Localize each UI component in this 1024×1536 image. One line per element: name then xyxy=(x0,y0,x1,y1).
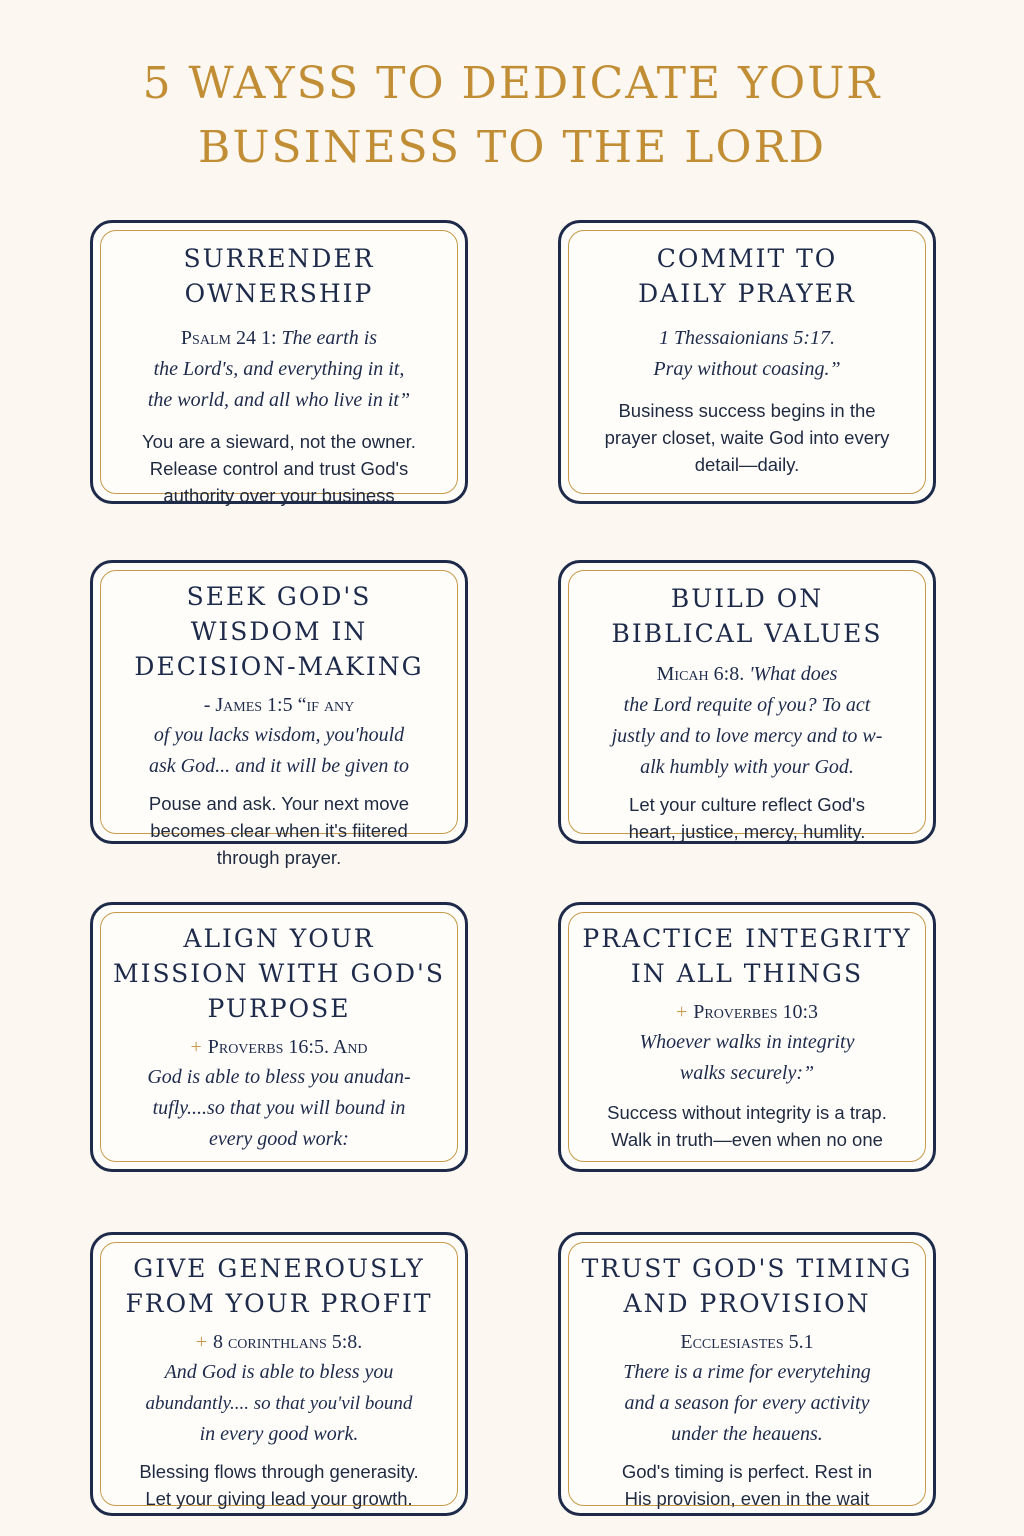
quote-line: abundantly.... so that you'vil bound xyxy=(145,1393,413,1414)
heading-line: SURRENDER xyxy=(183,244,375,273)
card-heading xyxy=(579,581,915,651)
card-surrender-ownership xyxy=(90,220,468,504)
quote-line: every good work: xyxy=(209,1128,349,1150)
card-heading xyxy=(579,241,915,311)
scripture-reference: 1 Thessaionians 5:17. xyxy=(658,327,836,349)
heading-line: SEEK GOD'S xyxy=(186,582,372,611)
card-heading xyxy=(579,921,915,991)
body-line: Pouse and ask. Your next move xyxy=(148,793,410,814)
body-line: Let your culture reflect God's xyxy=(629,794,865,815)
quote-line: 'What does xyxy=(749,663,838,685)
quote-line: God is able to bless you anudan- xyxy=(147,1066,411,1088)
quote-line: alk humbly with your God. xyxy=(640,756,854,778)
cross-icon: + xyxy=(190,1036,202,1058)
heading-line: PURPOSE xyxy=(207,994,351,1023)
reference-text: 8 corinthlans 5:8. xyxy=(212,1331,363,1353)
reference-text: Proverbs 16:5. And xyxy=(207,1036,368,1058)
heading-line: PRACTICE INTEGRITY xyxy=(582,924,912,953)
page-title-line-2: BUSINESS TO THE LORD xyxy=(198,122,826,173)
card-body xyxy=(579,1099,915,1153)
cross-icon: + xyxy=(195,1331,207,1353)
card-heading xyxy=(111,921,447,1026)
quote-line: Pray without coasing.” xyxy=(653,358,841,380)
page-title xyxy=(0,52,1024,180)
body-line: His provision, even in the wait xyxy=(624,1488,870,1509)
quote-line: in every good work. xyxy=(199,1423,359,1445)
quote-line: walks securely:” xyxy=(679,1062,815,1084)
scripture-reference xyxy=(579,659,915,690)
heading-line: BUILD ON xyxy=(670,584,824,613)
body-line: Blessing flows through generasity. xyxy=(139,1461,419,1482)
card-trust-gods-timing xyxy=(558,1232,936,1516)
heading-line: DECISION-MAKING xyxy=(134,652,424,681)
body-line: You are a sieward, not the owner. xyxy=(142,431,416,452)
scripture-reference xyxy=(111,1032,447,1062)
quote-line: And God is able to bless you xyxy=(164,1361,394,1383)
card-heading xyxy=(579,1251,915,1321)
heading-line: AND PROVISION xyxy=(623,1289,871,1318)
scripture-reference: - James 1:5 “if any xyxy=(203,694,355,716)
heading-line: WISDOM IN xyxy=(190,617,368,646)
body-line: Business success begins in the xyxy=(618,400,876,421)
card-body xyxy=(579,1458,915,1512)
card-give-generously xyxy=(90,1232,468,1516)
quote-line: the Lord requite of you? To act xyxy=(623,694,871,716)
card-build-biblical-values xyxy=(558,560,936,844)
quote-line: under the heauens. xyxy=(671,1423,823,1445)
quote-line: The earth is xyxy=(281,327,378,349)
heading-line: MISSION WITH GOD'S xyxy=(113,959,445,988)
body-line: heart, justice, mercy, humlity. xyxy=(628,821,866,842)
reference-text: Proverbes 10:3 xyxy=(693,1001,819,1023)
quote-line: the world, and all who live in it” xyxy=(147,389,411,411)
card-heading xyxy=(111,241,447,311)
quote-line: Whoever walks in integrity xyxy=(639,1031,855,1053)
card-seek-gods-wisdom xyxy=(90,560,468,868)
body-line: through prayer. xyxy=(216,847,342,868)
card-body xyxy=(579,791,915,845)
body-line: Success without integrity is a trap. xyxy=(607,1102,887,1123)
reference-text: Psalm 24 1: xyxy=(180,327,277,349)
quote-line: There is a rime for everytehing xyxy=(623,1361,871,1383)
card-heading xyxy=(111,579,447,684)
heading-line: OWNERSHIP xyxy=(184,279,374,308)
heading-line: DAILY PRAYER xyxy=(638,279,856,308)
scripture-reference: Ecclesiastes 5.1 xyxy=(680,1331,814,1353)
card-heading xyxy=(111,1251,447,1321)
heading-line: GIVE GENEROUSLY xyxy=(133,1254,425,1283)
quote-line: and a season for every activity xyxy=(624,1392,870,1414)
card-body xyxy=(111,790,447,871)
card-body xyxy=(111,1458,447,1512)
body-line: Let your giving lead your growth. xyxy=(145,1488,413,1509)
heading-line: FROM YOUR PROFIT xyxy=(125,1289,433,1318)
quote-line: tufly....so that you will bound in xyxy=(152,1097,406,1119)
body-line: detail—daily. xyxy=(694,454,800,475)
body-line: Release control and trust God's xyxy=(149,458,409,479)
body-line: authority over your business xyxy=(163,485,395,506)
heading-line: IN ALL THINGS xyxy=(630,959,864,988)
body-line: prayer closet, waite God into every xyxy=(604,427,890,448)
quote-line: of you lacks wisdom, you'hould xyxy=(153,724,405,746)
card-practice-integrity xyxy=(558,902,936,1172)
quote-line: the Lord's, and everything in it, xyxy=(153,358,405,380)
scripture-reference xyxy=(579,997,915,1027)
card-commit-daily-prayer xyxy=(558,220,936,504)
body-line: Walk in truth—even when no one xyxy=(611,1129,883,1150)
cross-icon: + xyxy=(675,1001,688,1023)
heading-line: COMMIT TO xyxy=(656,244,838,273)
heading-line: ALIGN YOUR xyxy=(183,924,375,953)
page-title-line-1: 5 WAYSS TO DEDICATE YOUR xyxy=(142,58,882,109)
quote-line: ask God... and it will be given to xyxy=(149,755,409,777)
heading-line: BIBLICAL VALUES xyxy=(611,619,883,648)
heading-line: TRUST GOD'S TIMING xyxy=(581,1254,913,1283)
body-line: God's timing is perfect. Rest in xyxy=(621,1461,873,1482)
scripture-reference xyxy=(111,1327,447,1357)
body-line: becomes clear when it's fiitered xyxy=(150,820,408,841)
card-align-mission xyxy=(90,902,468,1172)
scripture-reference xyxy=(111,323,447,354)
reference-text: Micah 6:8. xyxy=(656,663,745,685)
card-body xyxy=(111,428,447,509)
card-body xyxy=(579,397,915,478)
quote-line: justly and to love mercy and to w- xyxy=(611,725,883,747)
